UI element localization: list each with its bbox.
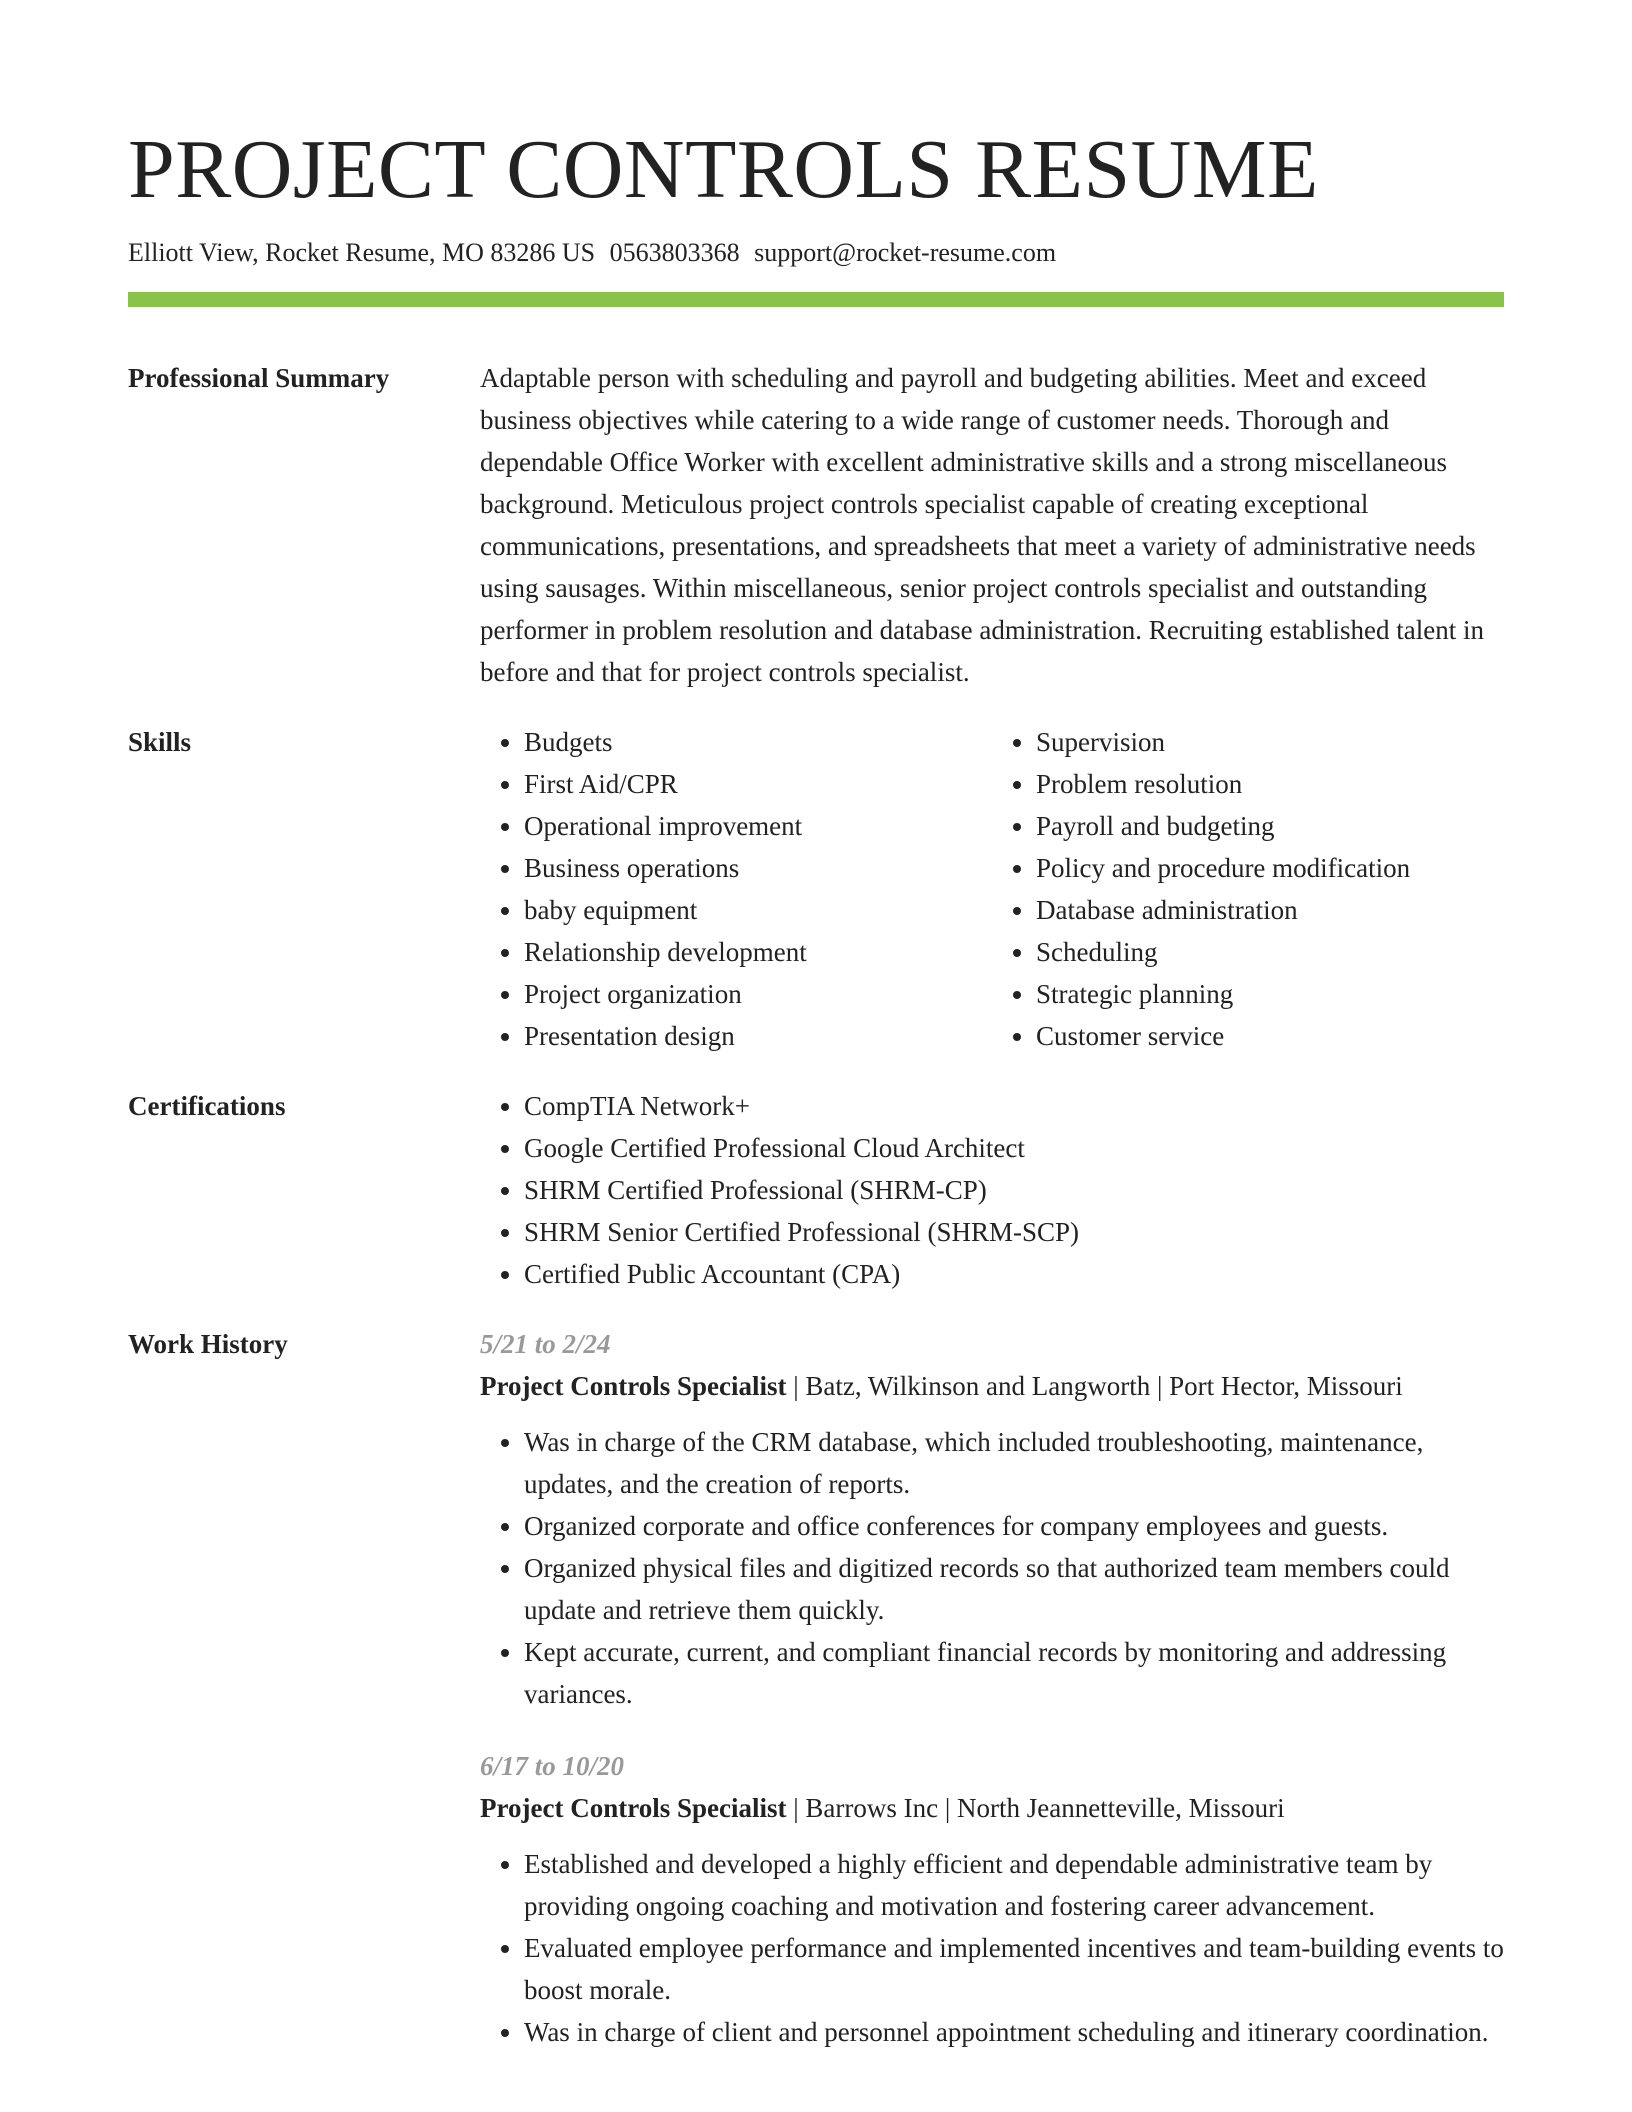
skills-section bbox=[128, 721, 1504, 1057]
resume-title: PROJECT CONTROLS RESUME bbox=[128, 123, 1319, 216]
job-separator: | bbox=[793, 1371, 806, 1401]
skills-list-right bbox=[992, 721, 1504, 1057]
job-entry bbox=[480, 1745, 1504, 2053]
skill-item: • Scheduling bbox=[1036, 931, 1504, 973]
job-company: Batz, Wilkinson and Langworth bbox=[805, 1371, 1151, 1401]
skill-item: • Database administration bbox=[1036, 889, 1504, 931]
job-bullet: • Was in charge of the CRM database, which included troubleshooting, maintenance, updates, and the creation of reports. bbox=[524, 1421, 1504, 1505]
skill-item: • Supervision bbox=[1036, 721, 1504, 763]
work-history-section bbox=[128, 1323, 1504, 2083]
certification-item: • CompTIA Network+ bbox=[524, 1085, 1504, 1127]
job-entry bbox=[480, 1323, 1504, 1715]
contact-email: support@rocket-resume.com bbox=[754, 238, 1057, 267]
skills-grid bbox=[480, 721, 1504, 1057]
job-bullet: • Was in charge of client and personnel appointment scheduling and itinerary coordination. bbox=[524, 2011, 1504, 2053]
work-history-body bbox=[480, 1323, 1504, 2083]
job-bullet: • Established and developed a highly efficient and dependable administrative team by providing ongoing coaching and motivation and fostering career advancement. bbox=[524, 1843, 1504, 1927]
skill-item: • Operational improvement bbox=[524, 805, 992, 847]
job-separator: | bbox=[944, 1793, 957, 1823]
skill-item: • Strategic planning bbox=[1036, 973, 1504, 1015]
job-company: Barrows Inc bbox=[805, 1793, 939, 1823]
skills-label: Skills bbox=[128, 727, 192, 757]
skill-item: • Project organization bbox=[524, 973, 992, 1015]
certifications-label: Certifications bbox=[128, 1091, 286, 1121]
certification-item: • Certified Public Accountant (CPA) bbox=[524, 1253, 1504, 1295]
job-heading bbox=[480, 1787, 1504, 1829]
job-bullets bbox=[480, 1843, 1504, 2053]
skill-item: • Business operations bbox=[524, 847, 992, 889]
job-bullets bbox=[480, 1421, 1504, 1715]
certifications-section bbox=[128, 1085, 1504, 1295]
contact-phone: 0563803368 bbox=[609, 238, 740, 267]
job-location: North Jeannetteville, Missouri bbox=[956, 1793, 1285, 1823]
job-separator: | bbox=[793, 1793, 806, 1823]
summary-section bbox=[128, 357, 1504, 693]
job-heading bbox=[480, 1365, 1504, 1407]
contact-line bbox=[128, 236, 1504, 270]
skill-item: • First Aid/CPR bbox=[524, 763, 992, 805]
job-title: Project Controls Specialist bbox=[480, 1793, 787, 1823]
certifications-list bbox=[480, 1085, 1504, 1295]
skill-item: • Budgets bbox=[524, 721, 992, 763]
work-history-label: Work History bbox=[128, 1329, 288, 1359]
job-bullet: • Evaluated employee performance and implemented incentives and team-building events to boost morale. bbox=[524, 1927, 1504, 2011]
skill-item: • Customer service bbox=[1036, 1015, 1504, 1057]
contact-address: Elliott View, Rocket Resume, MO 83286 US bbox=[128, 238, 596, 267]
skill-item: • Relationship development bbox=[524, 931, 992, 973]
certification-item: • SHRM Certified Professional (SHRM-CP) bbox=[524, 1169, 1504, 1211]
skill-item: • baby equipment bbox=[524, 889, 992, 931]
skill-item: • Policy and procedure modification bbox=[1036, 847, 1504, 889]
job-location: Port Hector, Missouri bbox=[1169, 1371, 1403, 1401]
job-dates: 6/17 to 10/20 bbox=[480, 1751, 625, 1781]
summary-label: Professional Summary bbox=[128, 363, 390, 393]
skill-item: • Problem resolution bbox=[1036, 763, 1504, 805]
summary-body bbox=[480, 357, 1504, 693]
job-separator: | bbox=[1156, 1371, 1170, 1401]
summary-text: Adaptable person with scheduling and payroll and budgeting abilities. Meet and exceed business objectives while catering to a wide range of customer needs. Thorough and dependable Office Worker with excellent administrative skills and a strong miscellaneous background. Meticulous project controls specialist capable of creating exceptional communications, presentations, and spreadsheets that meet a variety of administrative needs using sausages. Within miscellaneous, senior project controls specialist and outstanding performer in problem resolution and database administration. Recruiting established talent in before and that for project controls specialist. bbox=[480, 363, 1484, 687]
job-bullet: • Organized corporate and office conferences for company employees and guests. bbox=[524, 1505, 1504, 1547]
job-dates: 5/21 to 2/24 bbox=[480, 1329, 611, 1359]
accent-divider bbox=[128, 292, 1504, 307]
skill-item: • Presentation design bbox=[524, 1015, 992, 1057]
skills-list-left bbox=[480, 721, 992, 1057]
job-title: Project Controls Specialist bbox=[480, 1371, 787, 1401]
job-bullet: • Organized physical files and digitized records so that authorized team members could update and retrieve them quickly. bbox=[524, 1547, 1504, 1631]
certification-item: • SHRM Senior Certified Professional (SHRM-SCP) bbox=[524, 1211, 1504, 1253]
certification-item: • Google Certified Professional Cloud Architect bbox=[524, 1127, 1504, 1169]
job-bullet: • Kept accurate, current, and compliant financial records by monitoring and addressing variances. bbox=[524, 1631, 1504, 1715]
skill-item: • Payroll and budgeting bbox=[1036, 805, 1504, 847]
certifications-body bbox=[480, 1085, 1504, 1295]
